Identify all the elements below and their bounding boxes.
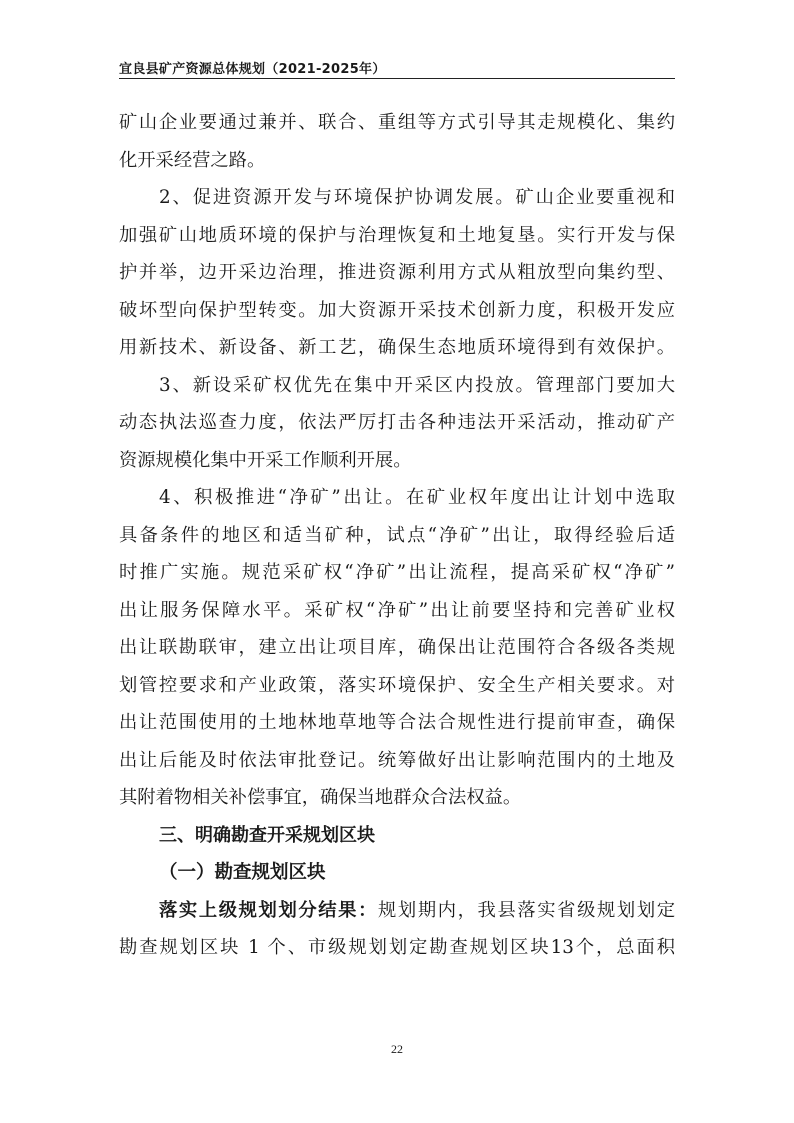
paragraph-text: 规划期内，我县落实省级规划划定 (378, 899, 675, 921)
lead-in-text: 落实上级规划划分结果： (159, 899, 378, 921)
paragraph-line: 破坏型向保护型转变。加大资源开采技术创新力度，积极开发应 (119, 299, 675, 321)
paragraph-line (119, 892, 675, 930)
page-number: 22 (391, 1042, 403, 1056)
paragraph-line: 护并举，边开采边治理，推进资源利用方式从粗放型向集约型、 (119, 262, 675, 283)
paragraph-line: 出让后能及时依法审批登记。统筹做好出让影响范围内的土地及 (119, 749, 675, 771)
paragraph-line: 化开采经营之路。 (119, 149, 266, 171)
paragraph-line: 动态执法巡查力度，依法严厉打击各种违法开采活动，推动矿产 (119, 412, 675, 433)
paragraph-line: 资源规模化集中开采工作顺利开展。 (119, 449, 412, 471)
paragraph-line: 划管控要求和产业政策，落实环境保护、安全生产相关要求。对 (119, 674, 675, 696)
subsection-heading: （一）勘查规划区块 (159, 862, 326, 883)
paragraph-line: 出让联勘联审，建立出让项目库，确保出让范围符合各级各类规 (119, 637, 675, 658)
paragraph-line: 用新技术、新设备、新工艺，确保生态地质环境得到有效保护。 (119, 337, 675, 358)
paragraph-line: 加强矿山地质环境的保护与治理恢复和土地复垦。实行开发与保 (119, 224, 675, 246)
paragraph-line: 出让范围使用的土地林地草地等合法合规性进行提前审查，确保 (119, 712, 675, 733)
paragraph-line: 3、新设采矿权优先在集中开采区内投放。管理部门要加大 (159, 374, 675, 396)
header-title: 宜良县矿产资源总体规划（2021-2025年） (119, 62, 386, 77)
paragraph-line: 2、促进资源开发与环境保护协调发展。矿山企业要重视和 (159, 187, 675, 208)
paragraph-line: 其附着物相关补偿事宜，确保当地群众合法权益。 (119, 787, 522, 808)
page-header (119, 56, 675, 79)
paragraph-line: 矿山企业要通过兼并、联合、重组等方式引导其走规模化、集约 (119, 112, 675, 133)
paragraph-line: 4、积极推进“净矿”出让。在矿业权年度出让计划中选取 (159, 487, 675, 508)
paragraph-line: 勘查规划区块 1 个、市级规划划定勘查规划区块13个，总面积 (119, 937, 675, 958)
section-heading: 三、明确勘查开采规划区块 (159, 824, 375, 846)
paragraph-line: 具备条件的地区和适当矿种，试点“净矿”出让，取得经验后适 (119, 524, 675, 546)
paragraph-line: 出让服务保障水平。采矿权“净矿”出让前要坚持和完善矿业权 (119, 599, 675, 621)
paragraph-line: 时推广实施。规范采矿权“净矿”出让流程，提高采矿权“净矿” (119, 562, 675, 583)
document-body (119, 104, 675, 967)
